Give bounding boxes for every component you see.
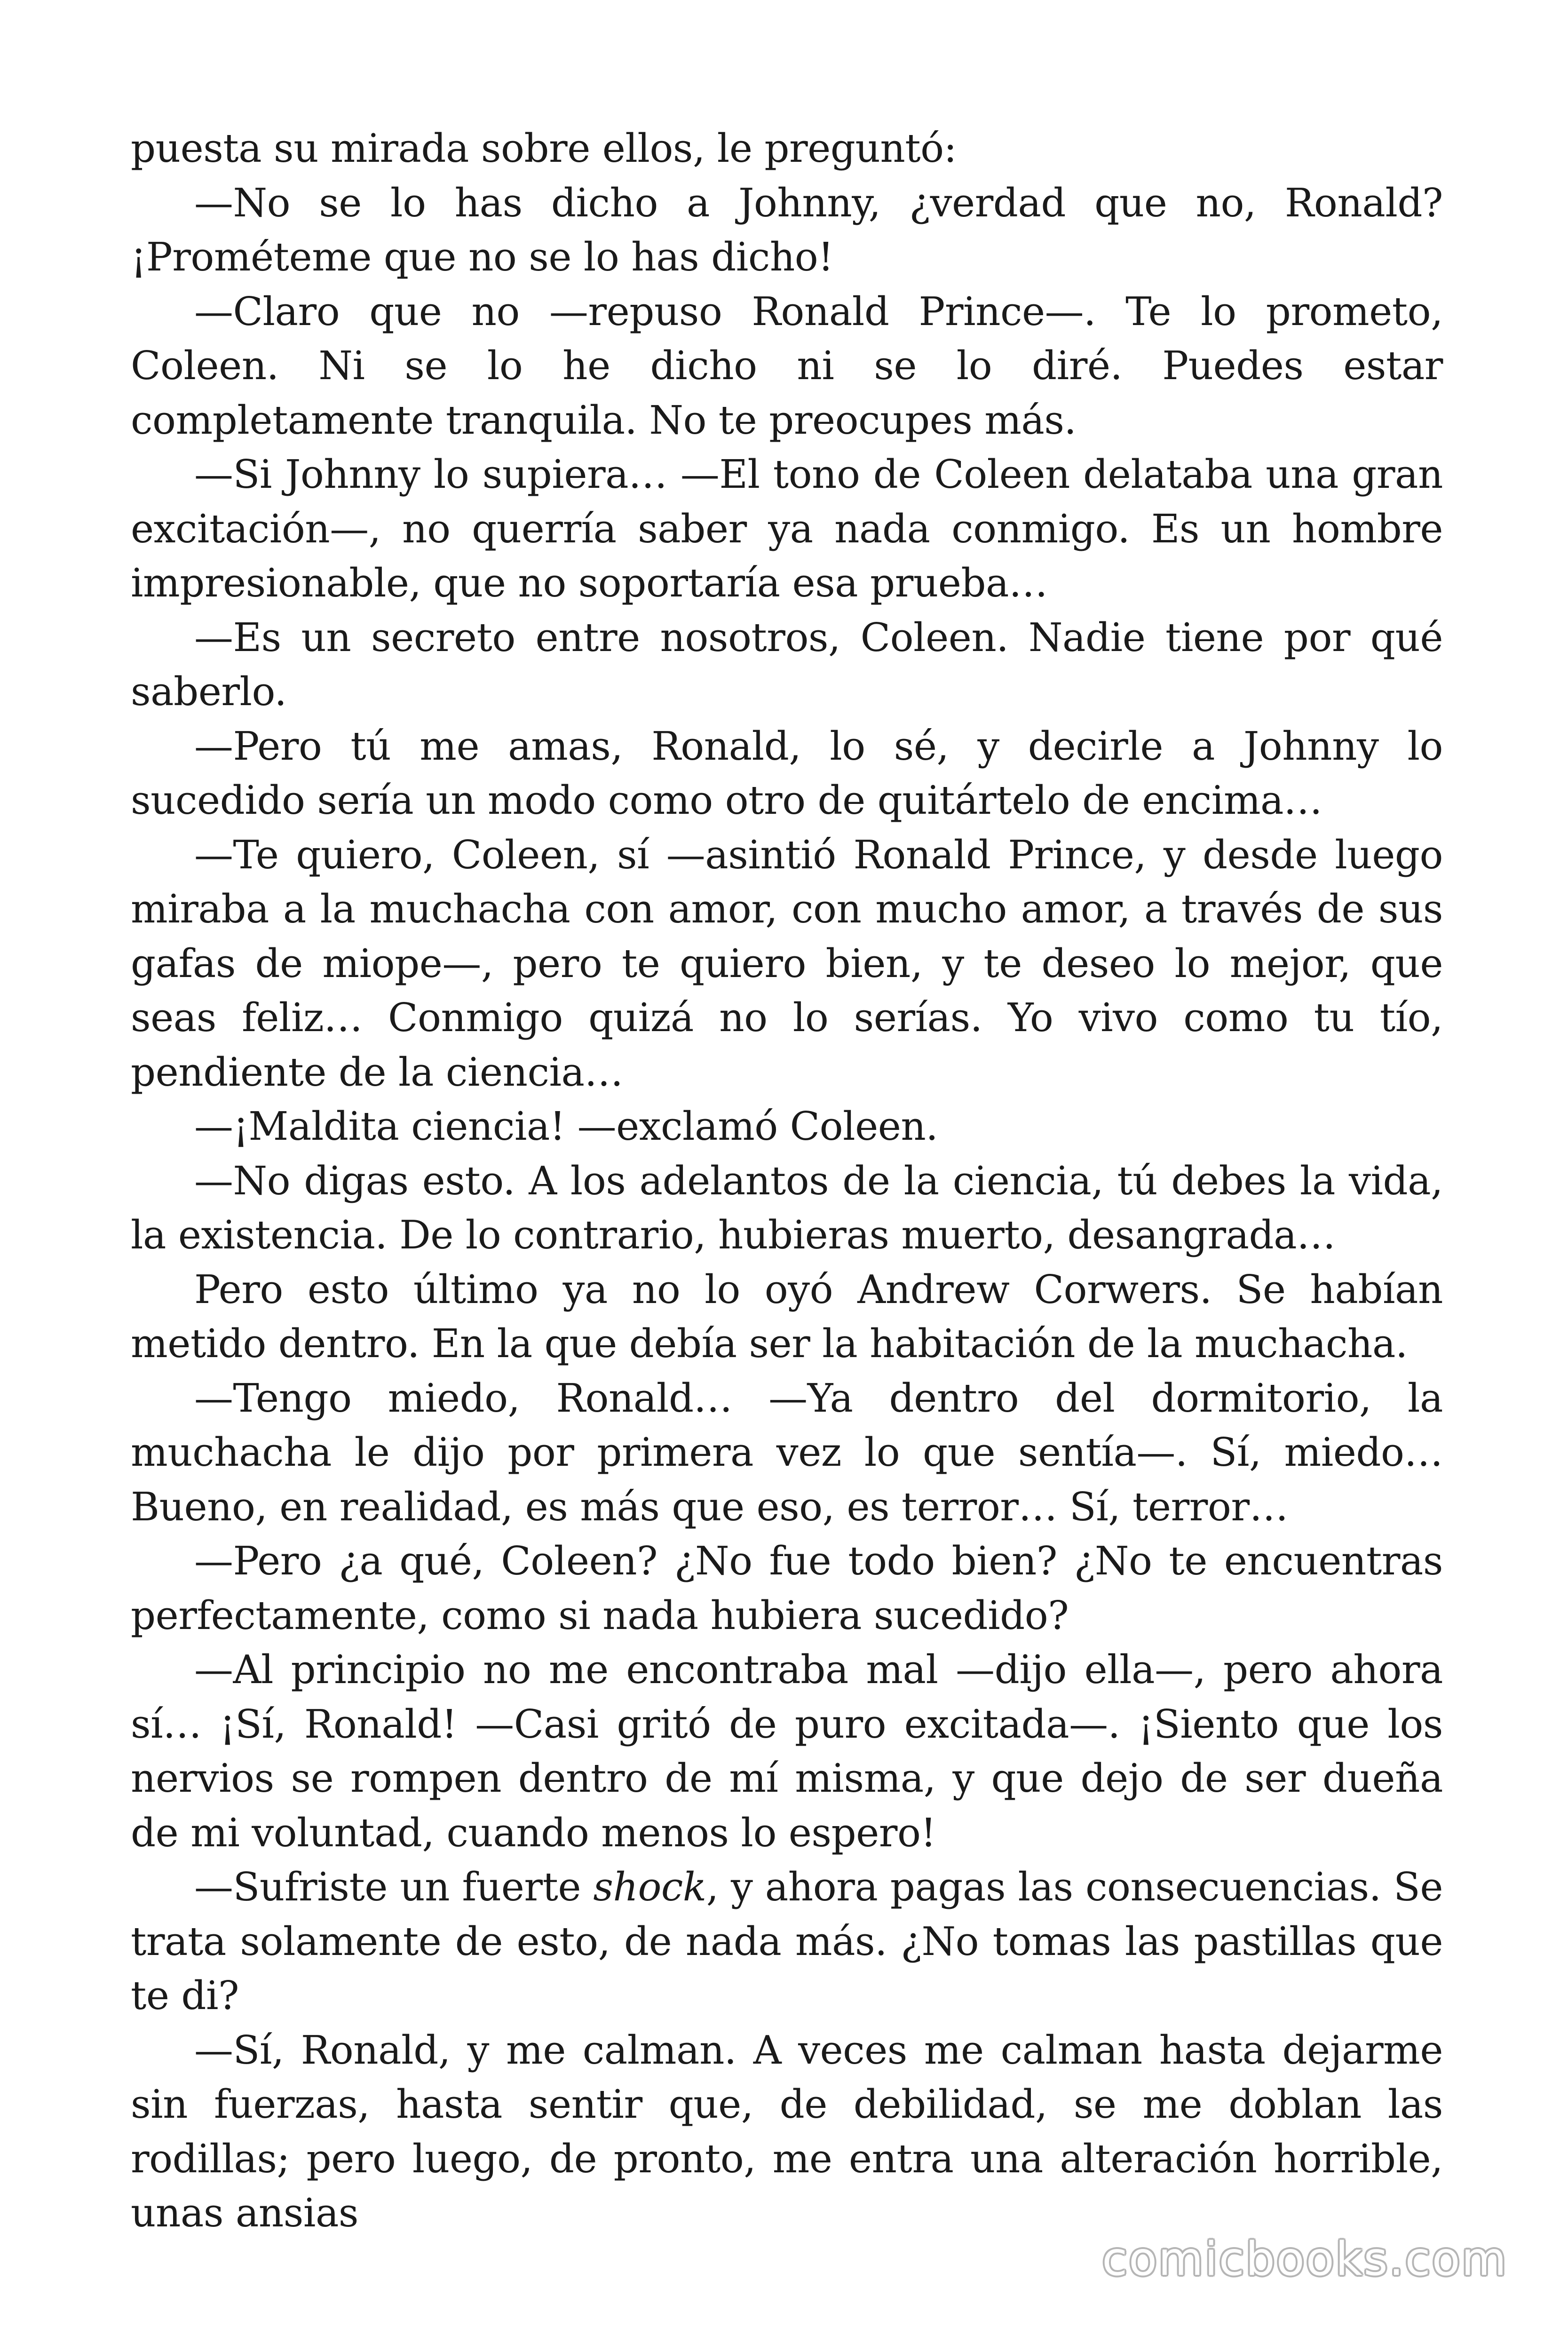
paragraph: —Te quiero, Coleen, sí —asintió Ronald Prince, y desde luego miraba a la muchacha con amor, con mucho amor, a través de sus gafas de miope—, pero te quiero bien, y te deseo lo mejor, que seas feliz… Conmigo quizá no lo serías. Yo vivo como tu tío, pendiente de la ciencia… [131,832,1443,1095]
paragraph: Pero esto último ya no lo oyó Andrew Corwers. Se habían metido dentro. En la que debía ser la habitación de la muchacha. [131,1266,1443,1367]
paragraph: —Tengo miedo, Ronald… —Ya dentro del dormitorio, la muchacha le dijo por primera vez lo que sentía—. Sí, miedo… Bueno, en realidad, es más que eso, es terror… Sí, terror… [131,1375,1443,1530]
paragraph: —Pero ¿a qué, Coleen? ¿No fue todo bien? ¿No te encuentras perfectamente, como si nada hubiera sucedido? [131,1538,1443,1638]
paragraph-text-part: —Sufriste un fuerte [194,1864,594,1910]
paragraph: —Sí, Ronald, y me calman. A veces me calman hasta dejarme sin fuerzas, hasta sentir que, de debilidad, se me doblan las rodillas; pero luego, de pronto, me entra una alteración horrible, unas ansias [131,2027,1443,2236]
paragraph: —No digas esto. A los adelantos de la ciencia, tú debes la vida, la existencia. De lo contrario, hubieras muerto, desangrada… [131,1158,1443,1258]
paragraph: —Es un secreto entre nosotros, Coleen. Nadie tiene por qué saberlo. [131,614,1443,715]
paragraph [131,1860,1443,2023]
paragraph-text-part: , y ahora pagas las consecuencias. Se trata solamente de esto, de nada más. ¿No tomas las pastillas que te di? [131,1864,1443,2018]
paragraph: —Pero tú me amas, Ronald, lo sé, y decirle a Johnny lo sucedido sería un modo como otro de quitártelo de encima… [131,723,1443,823]
paragraph: —Si Johnny lo supiera… —El tono de Coleen delataba una gran excitación—, no querría saber ya nada conmigo. Es un hombre impresionable, que no soportaría esa prueba… [131,452,1443,606]
page-text [131,121,1443,2241]
italic-word: shock [593,1864,706,1910]
paragraph: —No se lo has dicho a Johnny, ¿verdad que no, Ronald? ¡Prométeme que no se lo has dicho! [131,180,1443,280]
paragraph: —Claro que no —repuso Ronald Prince—. Te lo prometo, Coleen. Ni se lo he dicho ni se lo diré. Puedes estar completamente tranquila. No te preocupes más. [131,288,1443,443]
paragraph: —Al principio no me encontraba mal —dijo ella—, pero ahora sí… ¡Sí, Ronald! —Casi gritó de puro excitada—. ¡Siento que los nervios se rompen dentro de mí misma, y que dejo de ser dueña de mi voluntad, cuando menos lo espero! [131,1647,1443,1856]
paragraph: puesta su mirada sobre ellos, le preguntó: [131,126,957,171]
paragraph: —¡Maldita ciencia! —exclamó Coleen. [194,1104,938,1149]
watermark: comicbooks.com [1102,2233,1508,2286]
